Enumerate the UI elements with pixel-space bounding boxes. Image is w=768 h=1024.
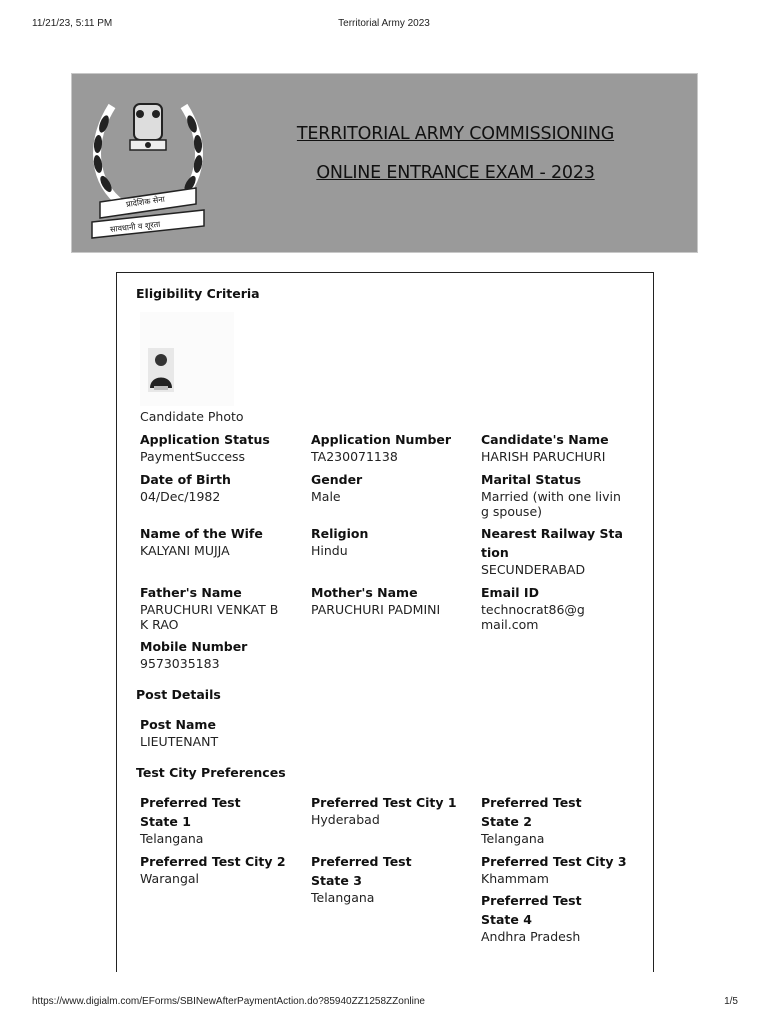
field-label: Nearest Railway Station xyxy=(481,526,623,560)
print-datetime: 11/21/23, 5:11 PM xyxy=(32,18,113,29)
field-value: TA230071138 xyxy=(311,449,398,464)
print-url: https://www.digialm.com/EForms/SBINewAfterPaymentAction.do?85940ZZ1258ZZonline xyxy=(32,996,425,1007)
field-label: Preferred Test State 4 xyxy=(481,893,582,927)
print-page-number: 1/5 xyxy=(724,996,738,1007)
field-candidate-name xyxy=(481,430,639,464)
field-value: Khammam xyxy=(481,871,549,886)
field-label: Mobile Number xyxy=(140,639,248,654)
field-label: Post Name xyxy=(140,717,216,732)
field-value: Hindu xyxy=(311,543,348,558)
field-value: Telangana xyxy=(481,831,545,846)
field-value: Andhra Pradesh xyxy=(481,929,581,944)
section-test-city-preferences: Test City Preferences xyxy=(136,765,286,780)
banner-title-line2: ONLINE ENTRANCE EXAM - 2023 xyxy=(316,163,595,183)
field-gender xyxy=(311,470,469,504)
field-father-name xyxy=(140,583,284,632)
field-post-name xyxy=(140,715,298,749)
field-mother-name xyxy=(311,583,469,617)
field-value: PARUCHURI VENKAT B K RAO xyxy=(140,602,279,632)
field-label: Preferred Test City 2 xyxy=(140,854,286,869)
field-label: Candidate's Name xyxy=(481,432,609,447)
field-application-status xyxy=(140,430,298,464)
field-value: KALYANI MUJJA xyxy=(140,543,230,558)
svg-text:प्रादेशिक सेना: प्रादेशिक सेना xyxy=(125,194,166,210)
field-preferred-test-state-1 xyxy=(140,793,282,846)
field-preferred-test-city-2 xyxy=(140,852,298,886)
field-label: Preferred Test State 2 xyxy=(481,795,582,829)
field-preferred-test-city-1 xyxy=(311,793,469,827)
field-label: Gender xyxy=(311,472,363,487)
field-mobile-number xyxy=(140,637,298,671)
field-religion xyxy=(311,524,469,558)
field-label: Name of the Wife xyxy=(140,526,263,541)
field-label: Application Status xyxy=(140,432,270,447)
field-value: 04/Dec/1982 xyxy=(140,489,221,504)
candidate-photo-caption: Candidate Photo xyxy=(140,409,244,424)
field-label: Date of Birth xyxy=(140,472,231,487)
field-email-id xyxy=(481,583,593,632)
field-preferred-test-state-4 xyxy=(481,891,623,944)
field-value: Married (with one living spouse) xyxy=(481,489,621,519)
field-value: Male xyxy=(311,489,341,504)
field-value: HARISH PARUCHURI xyxy=(481,449,606,464)
field-value: LIEUTENANT xyxy=(140,734,219,749)
section-eligibility-criteria: Eligibility Criteria xyxy=(136,286,260,301)
field-value: technocrat86@gmail.com xyxy=(481,602,585,632)
field-label: Religion xyxy=(311,526,369,541)
field-wife-name xyxy=(140,524,298,558)
exam-banner xyxy=(71,73,698,253)
field-value: SECUNDERABAD xyxy=(481,562,586,577)
field-date-of-birth xyxy=(140,470,298,504)
field-preferred-test-state-2 xyxy=(481,793,623,846)
print-page-title: Territorial Army 2023 xyxy=(338,18,430,29)
field-value: Telangana xyxy=(311,890,375,905)
field-label: Mother's Name xyxy=(311,585,418,600)
banner-title-line1: TERRITORIAL ARMY COMMISSIONING xyxy=(296,124,615,144)
field-value: PARUCHURI PADMINI xyxy=(311,602,441,617)
field-application-number xyxy=(311,430,469,464)
field-label: Father's Name xyxy=(140,585,242,600)
field-label: Email ID xyxy=(481,585,539,600)
field-preferred-test-state-3 xyxy=(311,852,453,905)
field-label: Preferred Test City 3 xyxy=(481,854,627,869)
field-preferred-test-city-3 xyxy=(481,852,639,886)
territorial-army-emblem-icon xyxy=(82,84,214,240)
field-value: Telangana xyxy=(140,831,204,846)
svg-text:सावधानी व शूरता: सावधानी व शूरता xyxy=(109,219,161,234)
section-post-details: Post Details xyxy=(136,687,221,702)
field-label: Marital Status xyxy=(481,472,582,487)
field-value: Warangal xyxy=(140,871,200,886)
candidate-photo xyxy=(148,348,174,392)
field-label: Preferred Test State 1 xyxy=(140,795,241,829)
field-value: Hyderabad xyxy=(311,812,380,827)
field-nearest-railway-station xyxy=(481,524,627,577)
field-value: 9573035183 xyxy=(140,656,220,671)
field-label: Preferred Test City 1 xyxy=(311,795,457,810)
field-label: Preferred Test State 3 xyxy=(311,854,412,888)
field-marital-status xyxy=(481,470,627,519)
field-value: PaymentSuccess xyxy=(140,449,246,464)
field-label: Application Number xyxy=(311,432,452,447)
